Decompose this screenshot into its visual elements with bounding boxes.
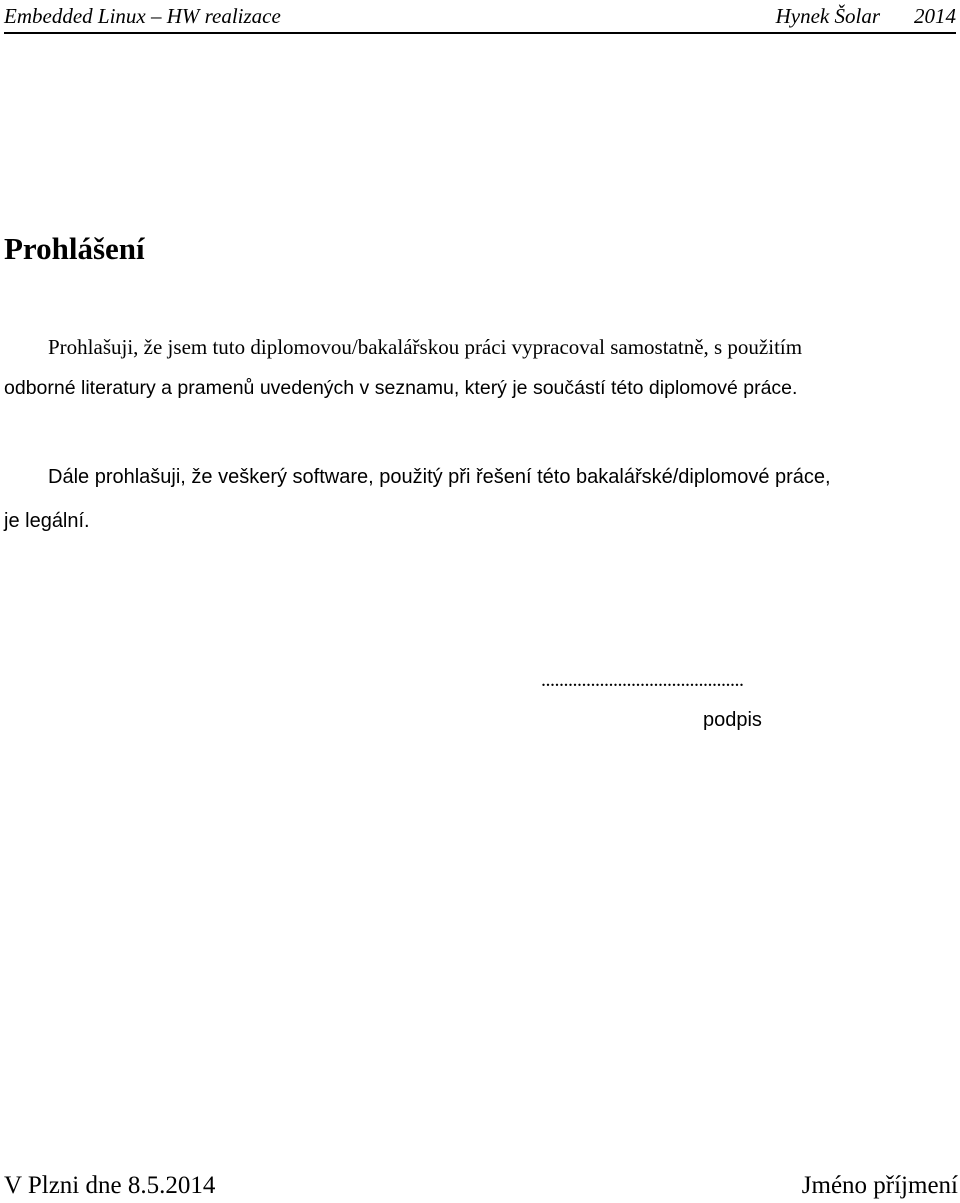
header-author: Hynek Šolar: [775, 4, 880, 28]
declaration-paragraph-2: [4, 455, 958, 543]
page-title: Prohlášení: [4, 231, 145, 266]
author-name: Jméno příjmení: [801, 1172, 958, 1199]
header-year: 2014: [914, 4, 956, 28]
header-author-year: [776, 0, 956, 32]
declaration-paragraph-1: [4, 327, 958, 409]
declaration-paragraph-1-line-1: Prohlašuji, že jsem tuto diplomovou/bakalářskou práci vypracoval samostatně, s použitím: [48, 335, 803, 359]
signature-label: podpis: [703, 709, 762, 731]
signature-line: .............................................: [541, 669, 744, 691]
declaration-paragraph-2-line-1: Dále prohlašuji, že veškerý software, použitý při řešení této bakalářské/diplomové práce,: [48, 466, 831, 488]
place-and-date: V Plzni dne 8.5.2014: [4, 1172, 216, 1199]
page-header: [4, 0, 956, 34]
declaration-paragraph-2-line-2: je legální.: [4, 510, 90, 532]
declaration-paragraph-1-line-2: odborné literatury a pramenů uvedených v seznamu, který je součástí této diplomové práce.: [4, 377, 798, 399]
header-document-title: Embedded Linux – HW realizace: [4, 4, 281, 28]
